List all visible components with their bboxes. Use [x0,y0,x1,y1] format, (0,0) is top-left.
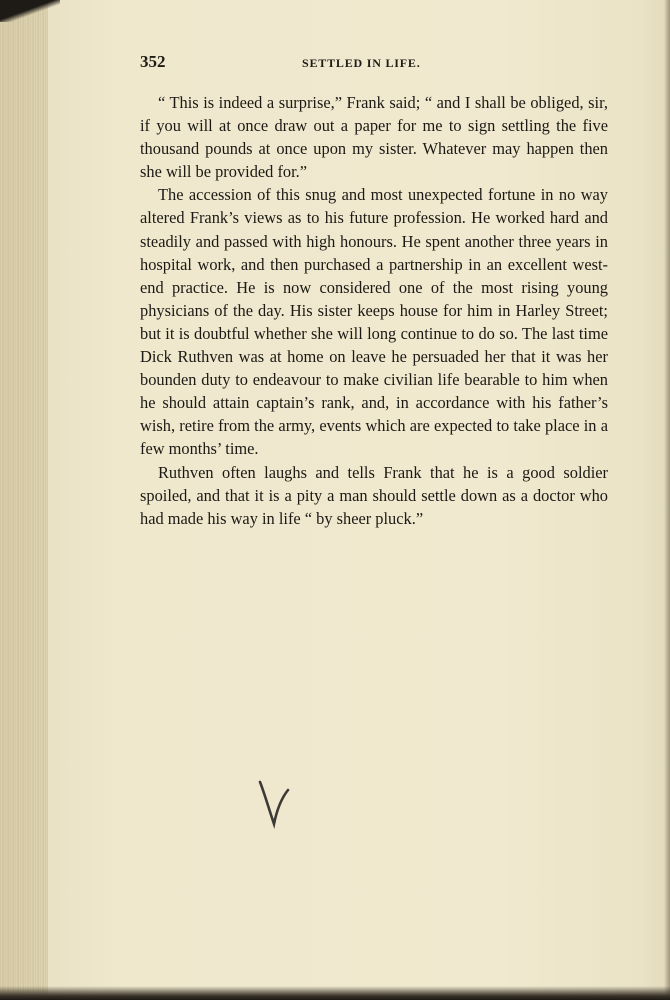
paragraph-1: “ This is indeed a surprise,” Frank said; “ and I shall be obliged, sir, if you will at once draw out a paper for me to sign settling the five thousand pounds at once upon my sister. Whatever may happen then she will be provided for.” [140,93,608,182]
page-number: 352 [140,52,166,71]
shadow-corner [0,0,60,22]
page-stack-edge [0,0,48,1000]
pencil-check-mark [258,778,292,830]
running-head: SETTLED IN LIFE. [302,56,421,70]
paragraph-3: Ruthven often laughs and tells Frank that he is a good soldier spoiled, and that it is a pity a man should settle down as a doctor who had made his way in life “ by sheer pluck.” [140,462,608,528]
body-text [140,91,608,530]
page-bottom-shadow [0,986,670,1000]
page-header [140,52,608,76]
page-right-edge [664,0,670,1000]
paragraph-2: The accession of this snug and most unexpected fortune in no way altered Frank’s views as to his future profession. He worked hard and steadily and passed with high honours. He spent another three years in hospital work, and then purchased a partnership in an excellent west-end practice. He is now considered one of the most rising young physicians of the day. His sister keeps house for him in Harley Street; but it is doubtful whether she will long continue to do so. The last time Dick Ruthven was at home on leave he persuaded her that it was her bounden duty to endeavour to make civilian life bearable to him when he should attain captain’s rank, and, in accordance with his father’s wish, retire from the army, events which are expected to take place in a few months’ time. [140,185,608,459]
